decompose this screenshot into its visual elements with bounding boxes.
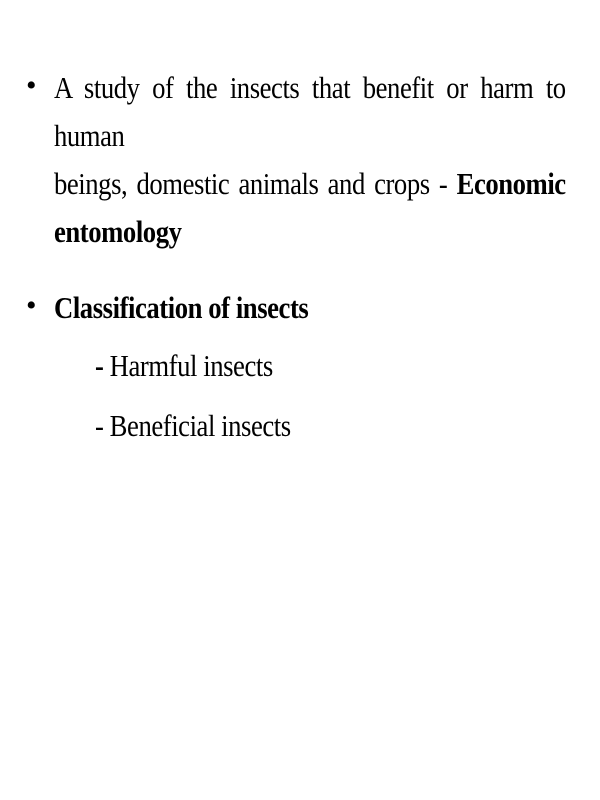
bullet-dot: • xyxy=(26,289,37,322)
term-economic: Economic xyxy=(456,166,566,201)
bullet-dot: • xyxy=(26,69,37,102)
definition-line-2 xyxy=(54,160,566,208)
classification-heading-wrap xyxy=(54,284,308,332)
list-item-label: Beneficial insects xyxy=(109,408,291,443)
list-dash: - xyxy=(95,348,104,383)
list-item-label: Harmful insects xyxy=(109,348,273,383)
list-item-beneficial xyxy=(95,406,291,446)
classification-heading: Classification of insects xyxy=(54,290,309,325)
definition-line-1: A study of the insects that benefit or harm to human xyxy=(54,70,566,153)
term-entomology: entomology xyxy=(54,214,182,249)
bullet-classification xyxy=(26,284,350,332)
list-dash: - xyxy=(95,408,104,443)
definition-line-3 xyxy=(54,208,566,256)
bullet-economic-entomology xyxy=(26,64,600,256)
definition-line-2-text: beings, domestic animals and crops - xyxy=(54,166,448,201)
definition-paragraph xyxy=(54,64,566,256)
list-item-harmful xyxy=(95,346,273,386)
